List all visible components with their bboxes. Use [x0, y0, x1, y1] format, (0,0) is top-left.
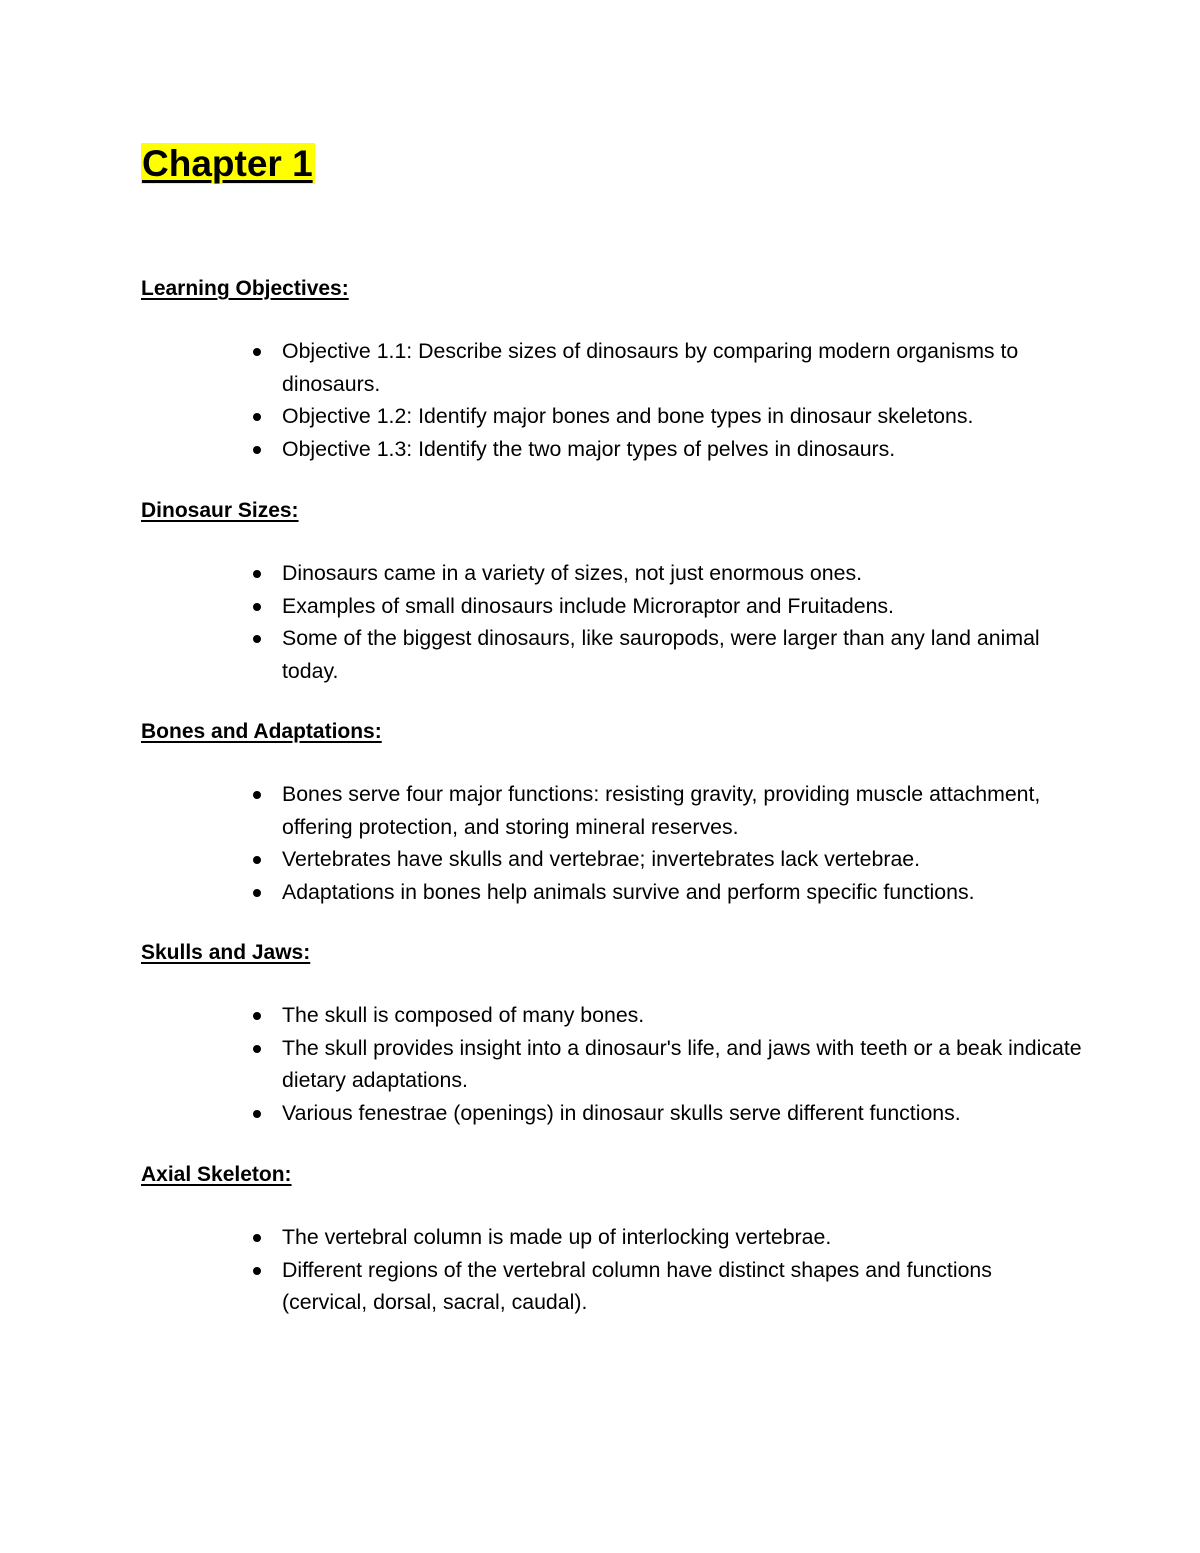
- list-item: [141, 1254, 1082, 1319]
- chapter-title-text: Chapter 1: [142, 143, 313, 184]
- section-dinosaur-sizes: [141, 497, 1101, 687]
- section-axial-skeleton: [141, 1161, 1101, 1319]
- list-item-text: Objective 1.2: Identify major bones and bone types in dinosaur skeletons.: [282, 404, 974, 429]
- list-item-text: Objective 1.3: Identify the two major types of pelves in dinosaurs.: [282, 436, 896, 461]
- list-item: [141, 843, 1082, 876]
- list-item: [141, 433, 1082, 466]
- list-item-text: Dinosaurs came in a variety of sizes, not just enormous ones.: [282, 561, 863, 585]
- bullet-icon: [253, 635, 261, 643]
- list-item-text: Bones serve four major functions: resisting gravity, providing muscle attachment, offering protection, and storing mineral reserves.: [282, 782, 1041, 839]
- bullet-list: [141, 335, 1101, 465]
- list-item: [141, 1221, 1082, 1254]
- bullet-list: [141, 778, 1101, 908]
- bullet-icon: [253, 413, 261, 421]
- section-heading: Learning Objectives:: [141, 277, 349, 300]
- bullet-list: [141, 999, 1101, 1129]
- section-heading: Bones and Adaptations:: [141, 720, 382, 743]
- bullet-icon: [253, 446, 261, 454]
- section-heading: Axial Skeleton:: [141, 1163, 292, 1186]
- bullet-icon: [253, 856, 261, 864]
- bullet-icon: [253, 791, 261, 799]
- list-item-text: Adaptations in bones help animals survive and perform specific functions.: [282, 879, 975, 904]
- bullet-icon: [253, 1045, 261, 1053]
- bullet-icon: [253, 889, 261, 897]
- list-item-text: Different regions of the vertebral column have distinct shapes and functions (cervical, dorsal, sacral, caudal).: [282, 1257, 992, 1315]
- list-item: [141, 1097, 1082, 1130]
- list-item: [141, 590, 1082, 623]
- bullet-icon: [253, 348, 261, 356]
- list-item: [141, 335, 1082, 400]
- list-item-text: The vertebral column is made up of interlocking vertebrae.: [282, 1225, 832, 1249]
- bullet-icon: [253, 1012, 261, 1020]
- section-bones-and-adaptations: [141, 718, 1101, 908]
- list-item-text: The skull is composed of many bones.: [282, 1003, 645, 1027]
- bullet-list: [141, 1221, 1101, 1319]
- bullet-icon: [253, 1234, 261, 1242]
- list-item: [141, 778, 1082, 843]
- list-item: [141, 999, 1082, 1032]
- list-item-text: Various fenestrae (openings) in dinosaur skulls serve different functions.: [282, 1100, 961, 1125]
- list-item-text: Some of the biggest dinosaurs, like sauropods, were larger than any land animal today.: [282, 626, 1040, 683]
- bullet-icon: [253, 1267, 261, 1275]
- bullet-list: [141, 557, 1101, 687]
- list-item-text: The skull provides insight into a dinosaur's life, and jaws with teeth or a beak indicate dietary adaptations.: [282, 1035, 1082, 1093]
- section-heading: Dinosaur Sizes:: [141, 499, 299, 522]
- bullet-icon: [253, 570, 261, 578]
- list-item: [141, 400, 1082, 433]
- list-item: [141, 876, 1082, 909]
- list-item-text: Vertebrates have skulls and vertebrae; invertebrates lack vertebrae.: [282, 847, 921, 872]
- list-item: [141, 622, 1082, 687]
- section-skulls-and-jaws: [141, 939, 1101, 1129]
- bullet-icon: [253, 1110, 261, 1118]
- section-learning-objectives: [141, 275, 1101, 465]
- list-item: [141, 1032, 1082, 1097]
- list-item-text: Examples of small dinosaurs include Microraptor and Fruitadens.: [282, 593, 894, 618]
- section-heading: Skulls and Jaws:: [141, 941, 311, 964]
- list-item-text: Objective 1.1: Describe sizes of dinosaurs by comparing modern organisms to dinosaurs.: [282, 339, 1019, 396]
- list-item: [141, 557, 1082, 590]
- bullet-icon: [253, 603, 261, 611]
- chapter-title: [141, 140, 315, 188]
